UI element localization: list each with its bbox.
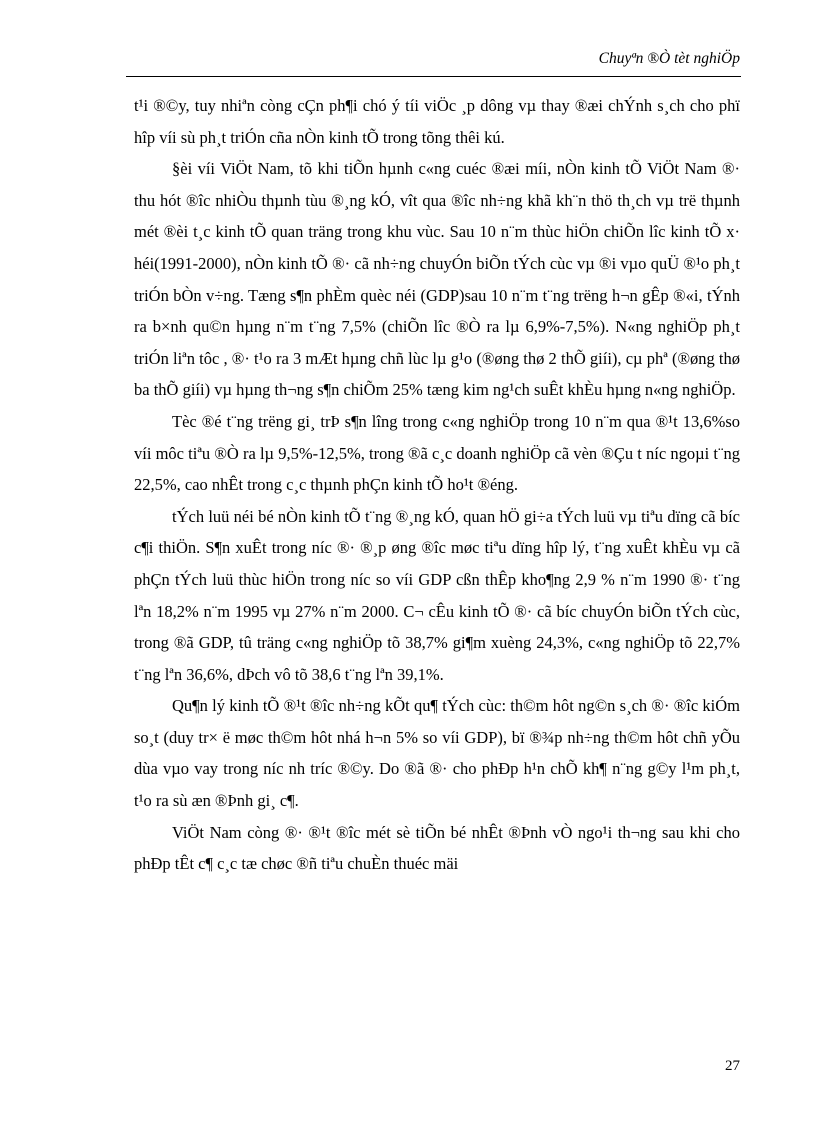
paragraph: Tèc ®é t¨ng trëng gi¸ trÞ s¶n lîng trong c«ng nghiÖp trong 10 n¨m qua ®¹t 13,6%so víi môc tiªu ®Ò ra lµ 9,5%-12,5%, trong ®ã c¸c doanh nghiÖp cã vèn ®Çu t níc ngoµi t¨ng 22,5%, cao nhÊt trong c¸c thµnh phÇn kinh tÕ ho¹t ®éng. [134,411,740,495]
paragraph: ViÖt Nam còng ®· ®¹t ®îc mét sè tiÕn bé nhÊt ®Þnh vÒ ngo¹i th¬ng sau khi cho phÐp tÊt c¶ c¸c tæ chøc ®ñ tiªu chuÈn thuéc mäi [134,822,740,874]
header-divider [126,76,741,77]
paragraph: Qu¶n lý kinh tÕ ®¹t ®îc nh÷ng kÕt qu¶ tÝch cùc: th©m hôt ng©n s¸ch ®· ®îc kiÓm so¸t (duy tr× ë møc th©m hôt nhá h¬n 5% so víi GDP), bï ®¾p nh÷ng th©m hôt chñ yÕu dùa vµo vay trong níc nh tríc ®©y. Do ®ã ®· cho phÐp h¹n chÕ kh¶ n¨ng g©y l¹m ph¸t, t¹o ra sù æn ®Þnh gi¸ c¶. [134,696,740,811]
paragraph: t¹i ®©y, tuy nhiªn còng cÇn ph¶i chó ý tíi viÖc ¸p dông vµ thay ®æi chÝnh s¸ch cho phï hîp víi sù ph¸t triÓn cña nÒn kinh tÕ trong tõng thêi kú. [134,96,740,147]
page-number: 27 [725,1058,740,1074]
running-header: Chuyªn ®Ò tèt nghiÖp [598,50,740,67]
paragraph: tÝch luü néi bé nÒn kinh tÕ t¨ng ®¸ng kÓ, quan hÖ gi÷a tÝch luü vµ tiªu dïng cã bíc c¶i thiÖn. S¶n xuÊt trong níc ®· ®¸p øng ®îc møc tiªu dïng hîp lý, t¨ng xuÊt khÈu vµ cã phÇn tÝch luü thùc hiÖn trong níc so víi GDP cßn thÊp kho¶ng 2,9 % n¨m 1990 ®· t¨ng lªn 18,2% n¨m 1995 vµ 27% n¨m 2000. C¬ cÊu kinh tÕ ®· cã bíc chuyÓn biÕn tÝch cùc, trong ®ã GDP, tû träng c«ng nghiÖp tõ 38,7% gi¶m xuèng 24,3%, c«ng nghiÖp tõ 22,7% t¨ng lªn 36,6%, dÞch vô tõ 38,6 t¨ng lªn 39,1%. [134,506,740,684]
paragraph: §èi víi ViÖt Nam, tõ khi tiÕn hµnh c«ng cuéc ®æi míi, nÒn kinh tÕ ViÖt Nam ®· thu hót ®îc nhiÒu thµnh tùu ®¸ng kÓ, vît qua ®îc nh÷ng khã kh¨n thö th¸ch vµ trë thµnh mét ®èi t¸c kinh tÕ quan träng trong khu vùc. Sau 10 n¨m thùc hiÖn chiÕn lîc kinh tÕ x· héi(1991-2000), nÒn kinh tÕ ®· cã nh÷ng chuyÓn biÕn tÝch cùc vµ ®i vµo quÜ ®¹o ph¸t triÓn bÒn v÷ng. Tæng s¶n phÈm quèc néi (GDP)sau 10 n¨m t¨ng trëng h¬n gÊp ®«i, tÝnh ra b×nh qu©n hµng n¨m t¨ng 7,5% (chiÕn lîc ®Ò ra lµ 6,9%-7,5%). N«ng nghiÖp ph¸t triÓn liªn tôc , ®· t¹o ra 3 mÆt hµng chñ lùc lµ g¹o (®øng thø 2 thÕ giíi), cµ phª (®øng thø ba thÕ giíi) vµ hµng th¬ng s¶n chiÕm 25% tæng kim ng¹ch suÊt khÈu hµng n«ng nghiÖp. [134,159,740,400]
document-body [134,90,740,880]
